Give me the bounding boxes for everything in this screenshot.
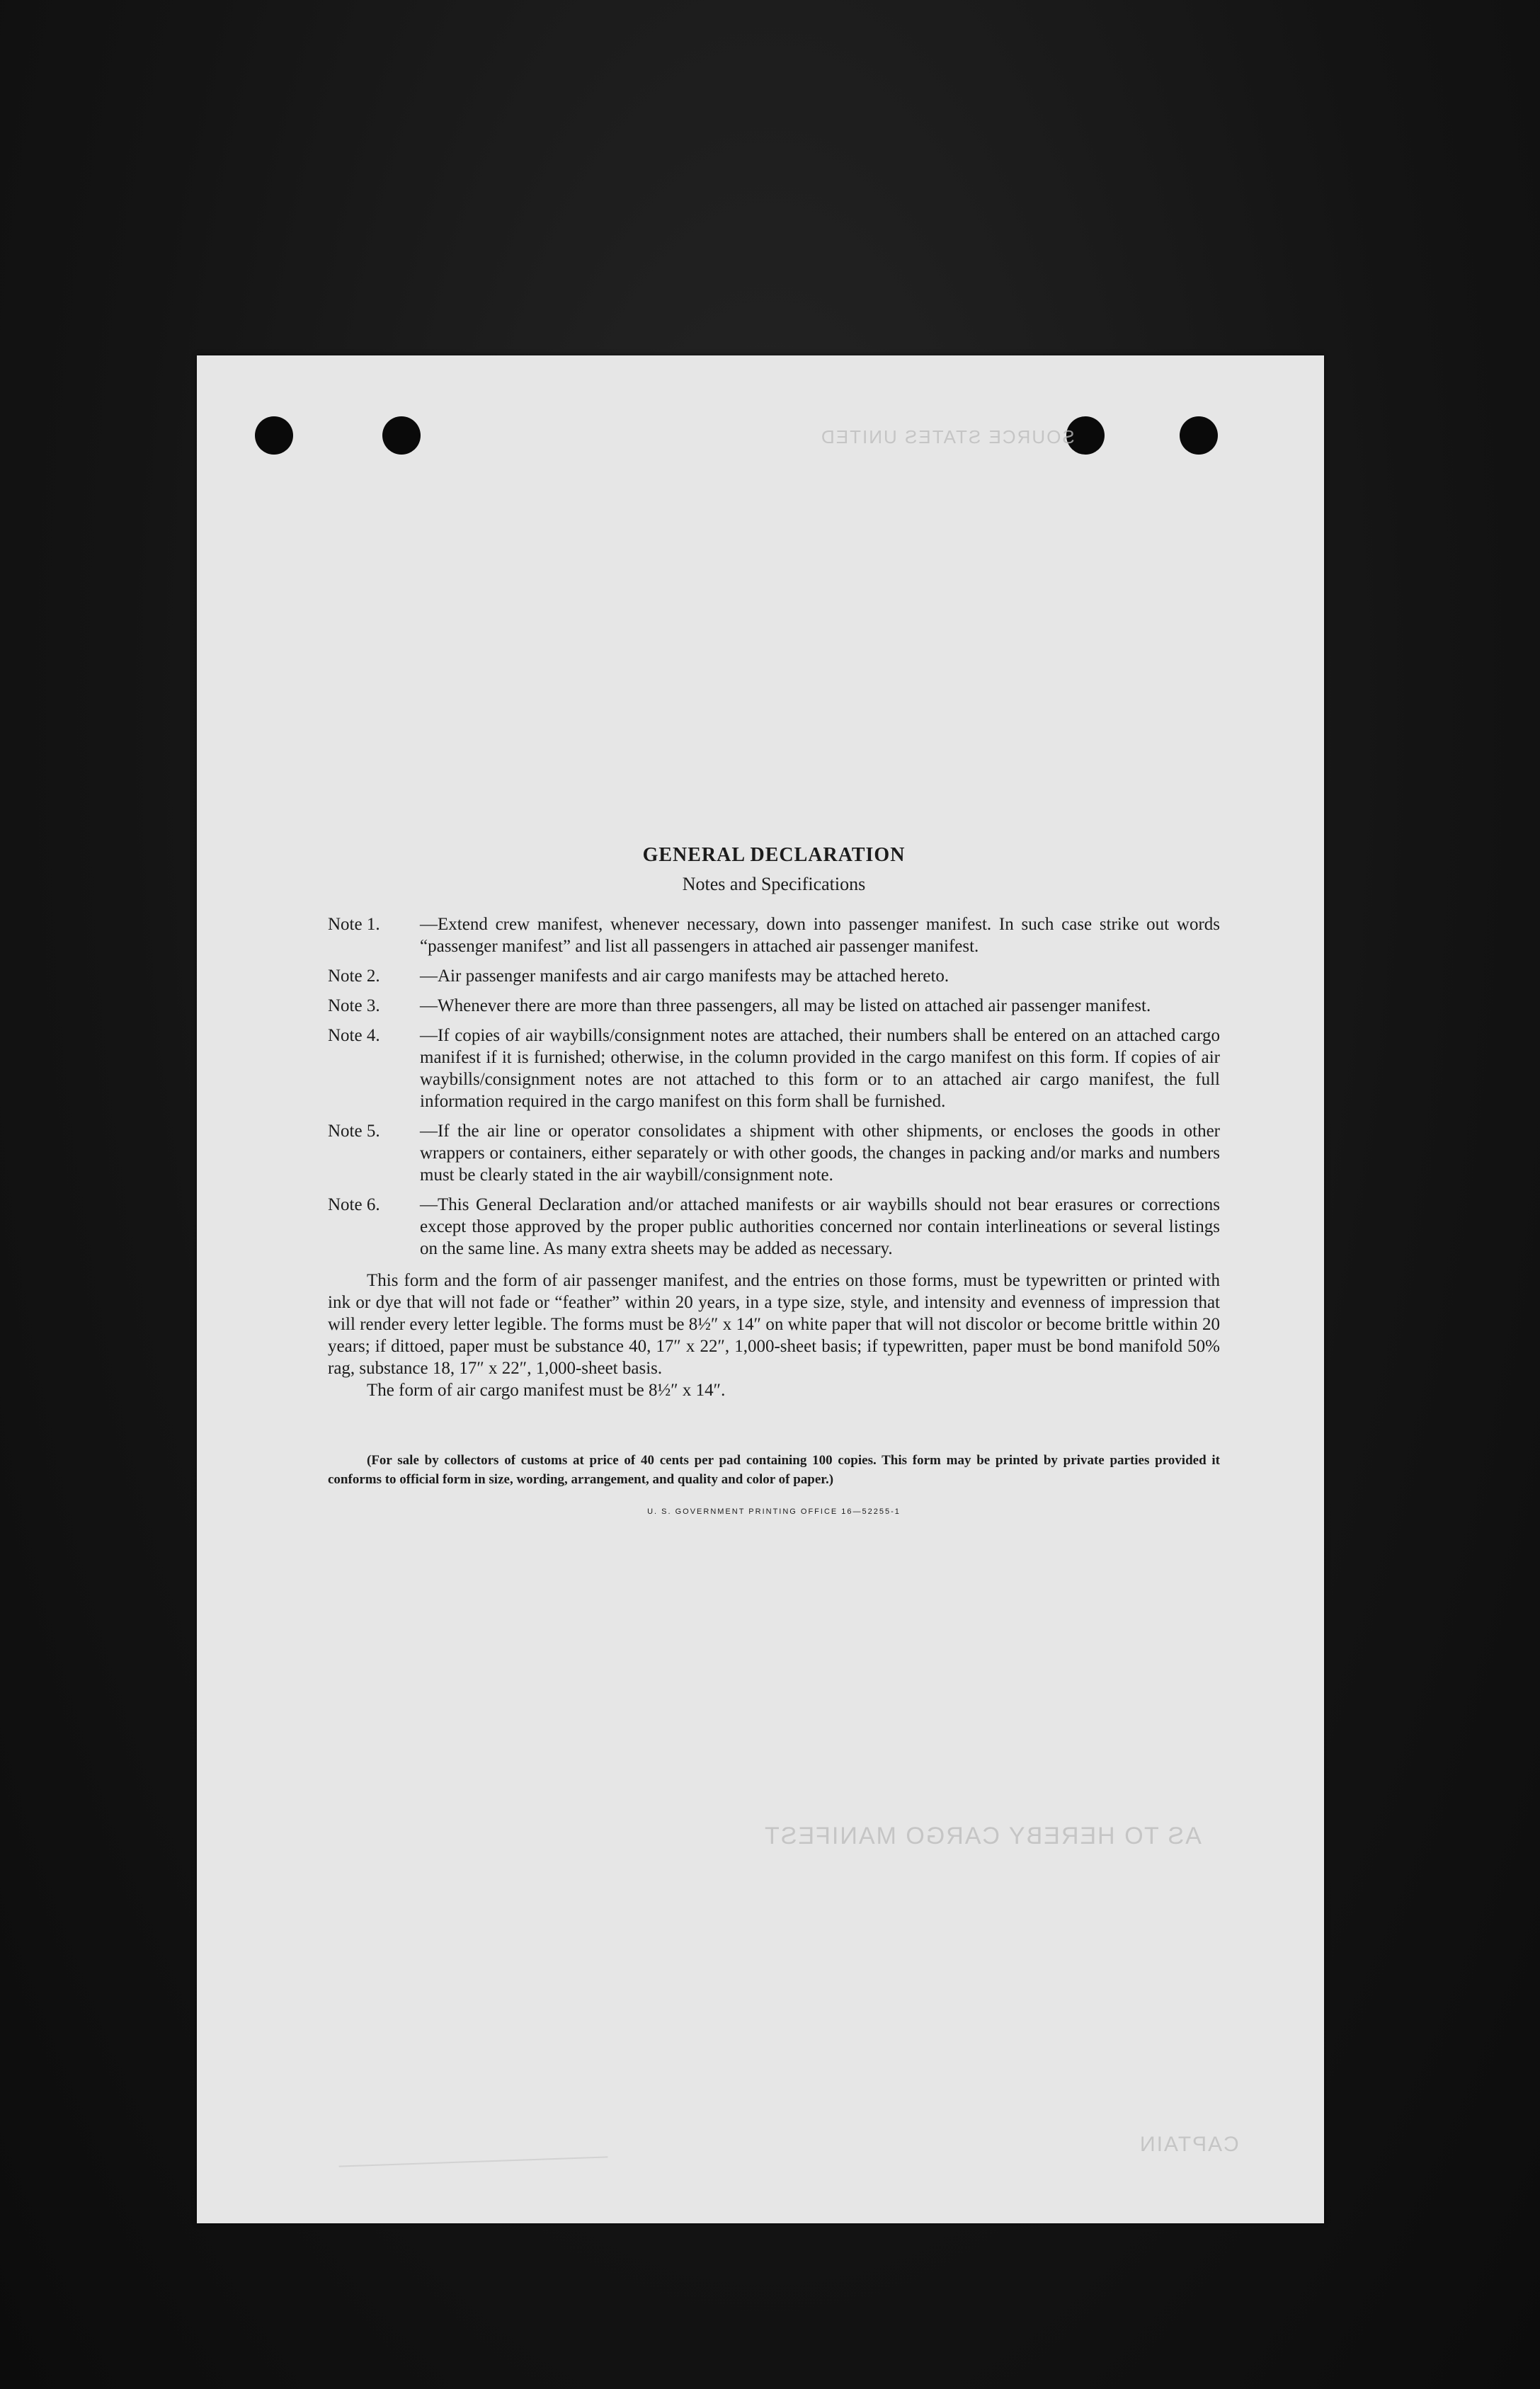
note-label: Note 5. bbox=[328, 1122, 380, 1141]
note-5 bbox=[328, 1120, 1220, 1186]
punch-hole bbox=[1180, 416, 1218, 455]
note-text: —This General Declaration and/or attached manifests or air waybills should not bear erasures or corrections except those approved by the proper public authorities concerned nor contain interlineations or several listings on the same line. As many extra sheets may be added as necessary. bbox=[420, 1195, 1220, 1258]
paper-requirements-paragraph: This form and the form of air passenger manifest, and the entries on those forms, must be typewritten or printed with ink or dye that will not fade or “feather” within 20 years, in a type size, style, and intensity and evenness of impression that will render every letter legible. The forms must be 8½″ x 14″ on white paper that will not discolor or become brittle within 20 years; if dittoed, paper must be substance 40, 17″ x 22″, 1,000-sheet basis; if typewritten, paper must be bond manifold 50% rag, substance 18, 17″ x 22″, 1,000-sheet basis. bbox=[328, 1271, 1220, 1378]
note-label: Note 4. bbox=[328, 1026, 380, 1045]
document-subtitle: Notes and Specifications bbox=[682, 874, 866, 894]
note-text: —Extend crew manifest, whenever necessary, down into passenger manifest. In such case strike out words “passenger manifest” and list all passengers in attached air passenger manifest. bbox=[420, 915, 1220, 956]
punch-hole bbox=[382, 416, 421, 455]
cargo-manifest-size-line: The form of air cargo manifest must be 8½″ x 14″. bbox=[367, 1381, 726, 1400]
note-label: Note 6. bbox=[328, 1195, 380, 1214]
note-2 bbox=[328, 965, 1220, 987]
bleed-through-text: CAPTAIN bbox=[1139, 2133, 1239, 2156]
note-6 bbox=[328, 1194, 1220, 1260]
note-text: —Whenever there are more than three passengers, all may be listed on attached air passenger manifest. bbox=[420, 996, 1151, 1015]
bleed-through-text: AS TO HEREBY CARGO MANIFEST bbox=[763, 1823, 1202, 1849]
note-text: —If the air line or operator consolidates a shipment with other shipments, or encloses the goods in other wrappers or containers, either separately or with other goods, the changes in packing and/or marks and numbers must be clearly stated in the air waybill/consignment note. bbox=[420, 1122, 1220, 1185]
sale-notice: (For sale by collectors of customs at price of 40 cents per pad containing 100 copies. This form may be printed by private parties provided it conforms to official form in size, wording, arrangement, and quality and color of paper.) bbox=[328, 1453, 1220, 1487]
note-text: —If copies of air waybills/consignment notes are attached, their numbers shall be entered on an attached cargo manifest if it is furnished; otherwise, in the column provided in the cargo manifest on this form. If copies of air waybills/consignment notes are not attached to this form or to an attached air cargo manifest, the full information required in the cargo manifest on this form shall be furnished. bbox=[420, 1026, 1220, 1111]
note-4 bbox=[328, 1025, 1220, 1112]
document-title: GENERAL DECLARATION bbox=[642, 844, 906, 866]
printer-imprint: U. S. GOVERNMENT PRINTING OFFICE 16—52255-1 bbox=[647, 1507, 901, 1516]
note-text: —Air passenger manifests and air cargo manifests may be attached hereto. bbox=[420, 967, 949, 986]
note-label: Note 2. bbox=[328, 967, 380, 986]
punch-hole bbox=[255, 416, 293, 455]
declaration-content bbox=[328, 844, 1220, 1516]
note-label: Note 3. bbox=[328, 996, 380, 1015]
bleed-through-signature bbox=[338, 2135, 608, 2167]
note-3 bbox=[328, 995, 1220, 1017]
note-label: Note 1. bbox=[328, 915, 380, 934]
document-page bbox=[197, 355, 1324, 2223]
note-1 bbox=[328, 913, 1220, 957]
bleed-through-text: SOURCE STATES UNITED bbox=[820, 426, 1075, 447]
